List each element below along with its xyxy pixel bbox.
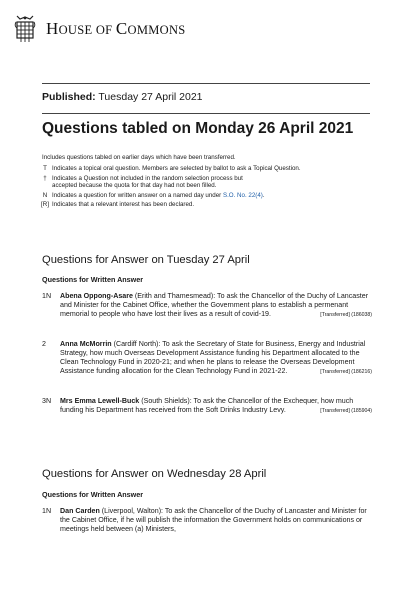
question-number: 3N (42, 397, 52, 405)
question-number: 1N (42, 292, 52, 300)
symbol-legend (42, 165, 382, 208)
question-item (42, 292, 372, 319)
section-title-wednesday: Questions for Answer on Wednesday 28 April (42, 468, 267, 480)
legend-row-relevant-interest: [R] Indicates that a relevant interest has been declared. (41, 200, 195, 208)
section-subtitle-wednesday: Questions for Written Answer (42, 490, 144, 499)
published-label: Published: (42, 91, 96, 103)
question-text: To ask the Chancellor of the Duchy of Lancaster and Minister for the Cabinet Office, whether the Government plans to establish a permenant memorial to people who have lost their lives as a result of covid-19. (60, 292, 369, 319)
page-title: Questions tabled on Monday 26 April 2021 (42, 120, 354, 137)
question-tag: [Transferred] (186216) (320, 369, 372, 376)
section-subtitle-tuesday: Questions for Written Answer (42, 275, 144, 284)
question-number: 2 (42, 340, 46, 348)
section-title-tuesday: Questions for Answer on Tuesday 27 April (42, 254, 250, 266)
intro-text: Includes questions tabled on earlier days which have been transferred. (42, 154, 236, 161)
legend-row-dagger: † Indicates a Question not included in the random selection process but accepted because the quota for that day had not been filled. (43, 174, 243, 190)
top-divider (42, 83, 370, 84)
member-name: Dan Carden (60, 507, 100, 515)
page-header (14, 14, 186, 44)
member-name: Abena Oppong-Asare (60, 292, 133, 300)
published-line (42, 91, 203, 103)
member-name: Anna McMorrin (60, 340, 112, 348)
constituency: (South Shields): (139, 397, 192, 405)
question-text: To ask the Secretary of State for Business, Energy and Industrial Strategy, how much Overseas Development Assistance funding his Department allocated to the Clean Technology Fund in 2020-21; and when he plans to release the Overseas Development Assistance funding allocation for the Clean Technology Fund in 2021-22. (60, 340, 366, 376)
mid-divider (42, 113, 370, 114)
constituency: (Liverpool, Walton): (99, 507, 164, 515)
constituency: (Erith and Thamesmead): (132, 292, 216, 300)
portcullis-logo-icon (14, 14, 36, 44)
legend-row-named-day: N Indicates a question for written answer on a named day under S.O. No. 22(4). (42, 191, 265, 199)
question-tag: [Transferred] (186038) (320, 312, 372, 319)
standing-order-link[interactable]: S.O. No. 22(4) (222, 191, 263, 199)
published-date: Tuesday 27 April 2021 (98, 91, 203, 103)
legend-row-topical: T Indicates a topical oral question. Members are selected by ballot to ask a Topical Question. (43, 165, 301, 173)
question-tag: [Transferred] (185904) (320, 408, 372, 415)
question-item (42, 507, 372, 534)
question-text: To ask the Chancellor of the Exchequer, how much funding his Department has received from the Soft Drinks Industry Levy. (60, 397, 354, 415)
question-item (42, 397, 372, 415)
question-number: 1N (42, 507, 52, 515)
intro-block (42, 154, 382, 210)
question-item (42, 340, 372, 376)
constituency: (Cardiff North): (111, 340, 161, 348)
house-of-commons-wordmark: HOUSE OF COMMONS (46, 19, 186, 38)
member-name: Mrs Emma Lewell-Buck (60, 397, 140, 405)
question-text: To ask the Chancellor of the Duchy of Lancaster and Minister for the Cabinet Office, if he will publish the information the Government holds on communications or meetings held between (a) Ministers, (60, 507, 367, 534)
